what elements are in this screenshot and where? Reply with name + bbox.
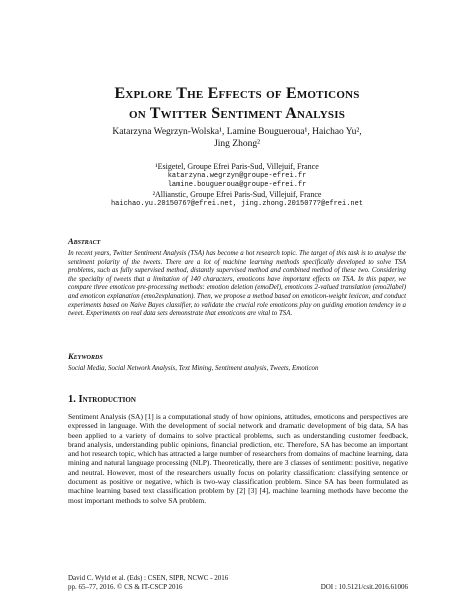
- abstract-text: In recent years, Twitter Sentiment Analysis (TSA) has become a hot research topic. The target of this task is to analyse the sentiment polarity of the tweets. There are a lot of machine learning methods specifically developed to solve TSA problems, such as fully supervised method, distantly supervised method and combined method of these two. Considering the specialty of tweets that a limitation of 140 characters, emoticons have important effects on TSA. In this paper, we compare three emoticon pre-processing methods: emotion deletion (emoDel), emoticons 2-valued translation (emo2label) and emoticon explanation (emo2explanation). Then, we propose a method based on emoticon-weight lexicon, and conduct experiments based on Naive Bayes classifier, to validate the crucial role emoticons play on guiding emotion tendency in a tweet. Experiments on real data sets demonstrate that emoticons are vital to TSA.: [68, 250, 406, 318]
- affiliation-2-emails: haichao.yu.2015076?@efrei.net, jing.zhong.2015077?@efrei.net: [110, 200, 364, 208]
- affiliation-2: ²Allianstic, Groupe Efrei Paris-Sud, Villejuif, France: [152, 190, 322, 199]
- keywords-heading: Keywords: [68, 351, 103, 361]
- authors-line-1: Katarzyna Wegrzyn-Wolska¹, Lamine Bougueroua¹, Haichao Yu²,: [112, 127, 362, 137]
- footer-citation: [68, 574, 228, 592]
- abstract-heading: Abstract: [68, 236, 101, 246]
- affiliation-1-email-2: lamine.bougueroua@groupe-efrei.fr: [167, 181, 307, 189]
- affiliation-1: ¹Esigetel, Groupe Efrei Paris-Sud, Villejuif, France: [155, 162, 319, 171]
- title-line-1: Explore The Effects of Emoticons: [114, 85, 360, 102]
- title-line-2: on Twitter Sentiment Analysis: [128, 105, 346, 122]
- author-list: [60, 126, 414, 150]
- footer-doi: DOI : 10.5121/csit.2016.61006: [320, 583, 408, 591]
- affiliation-1-email-1: katarzyna.wegrzyn@groupe-efrei.fr: [167, 172, 307, 180]
- affiliations: [40, 162, 434, 209]
- introduction-text: Sentiment Analysis (SA) [1] is a computational study of how opinions, attitudes, emoticons and perspectives are expressed in language. With the development of social network and dramatic development of big data, SA has been applied to a variety of domains to solve practical problems, such as understanding customer feedback, brand analysis, understanding public opinions, financial prediction, etc. Therefore, SA has become an important and hot research topic, which has attracted a large number of researchers from domains of machine learning, data mining and natural language processing (NLP). Theoretically, there are 3 classes of sentiment: positive, negative and neutral. However, most of the researchers usually focus on polarity classification: classifying sentence or document as positive or negative, which is two-way classification problem. Since SA has been formulated as machine learning based text classification problem by [2] [3] [4], machine learning methods have become the most important methods to solve SA problem.: [68, 412, 408, 505]
- footer-pages: pp. 65–77, 2016. © CS & IT-CSCP 2016: [68, 583, 183, 591]
- footer-editors: David C. Wyld et al. (Eds) : CSEN, SIPR, NCWC - 2016: [68, 574, 229, 582]
- paper-title: [40, 84, 434, 124]
- keywords-text: Social Media, Social Network Analysis, Text Mining, Sentiment analysis, Tweets, Emoticon: [68, 365, 319, 372]
- authors-line-2: Jing Zhong²: [214, 139, 260, 149]
- introduction-heading: 1. Introduction: [68, 394, 136, 405]
